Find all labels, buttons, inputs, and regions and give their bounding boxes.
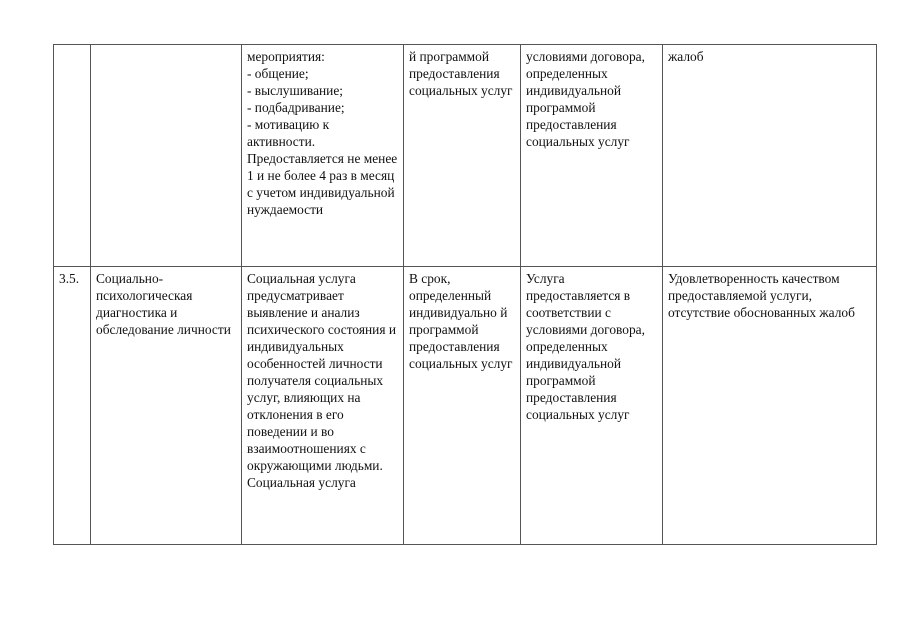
table-row bbox=[54, 45, 877, 267]
cell-service-name: Социально-психологическая диагностика и обследование личности bbox=[91, 267, 242, 545]
table-row bbox=[54, 267, 877, 545]
cell-quality: Удовлетворенность качеством предоставляемой услуги, отсутствие обоснованных жалоб bbox=[663, 267, 877, 545]
cell-description: мероприятия: - общение; - выслушивание; - подбадривание; - мотивацию к активности. Предоставляется не менее 1 и не более 4 раз в месяц с учетом индивидуальной нуждаемости bbox=[242, 45, 404, 267]
cell-service-name bbox=[91, 45, 242, 267]
cell-term: й программой предоставления социальных услуг bbox=[404, 45, 521, 267]
cell-term: В срок, определенный индивидуально й программой предоставления социальных услуг bbox=[404, 267, 521, 545]
services-table bbox=[53, 44, 877, 545]
cell-quality: жалоб bbox=[663, 45, 877, 267]
cell-conditions: Услуга предоставляется в соответствии с условиями договора, определенных индивидуальной программой предоставления социальных услуг bbox=[521, 267, 663, 545]
cell-conditions: условиями договора, определенных индивидуальной программой предоставления социальных услуг bbox=[521, 45, 663, 267]
cell-number: 3.5. bbox=[54, 267, 91, 545]
cell-description: Социальная услуга предусматривает выявление и анализ психического состояния и индивидуальных особенностей личности получателя социальных услуг, влияющих на отклонения в его поведении и во взаимоотношениях с окружающими людьми. Социальная услуга bbox=[242, 267, 404, 545]
cell-number bbox=[54, 45, 91, 267]
